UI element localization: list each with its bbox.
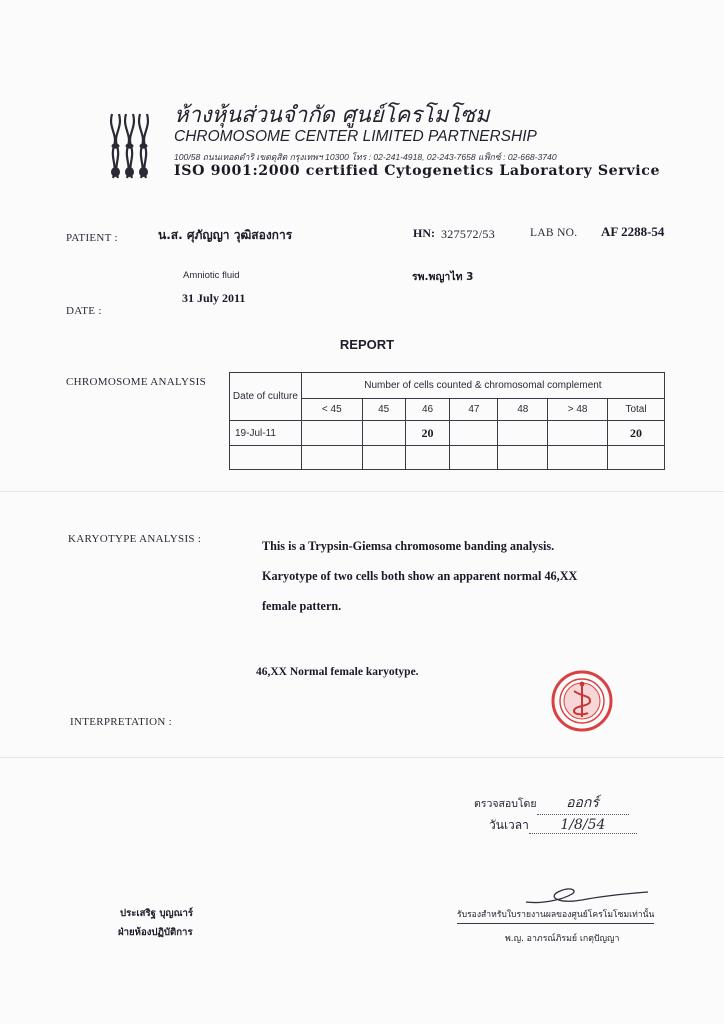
chromosome-analysis-label: CHROMOSOME ANALYSIS xyxy=(66,376,206,388)
date-label: DATE : xyxy=(66,305,102,317)
verify-date-value: 1/8/54 xyxy=(529,817,637,834)
chromosome-count-table xyxy=(229,372,665,470)
karyotype-line-2: Karyotype of two cells both show an apparent normal 46,XX xyxy=(262,569,578,583)
column-header: 48 xyxy=(498,399,548,421)
column-header: 47 xyxy=(450,399,498,421)
hn-value: 327572/53 xyxy=(441,227,496,241)
lab-no-label: LAB NO. xyxy=(530,227,578,239)
column-header: 45 xyxy=(362,399,405,421)
company-name-thai: ห้างหุ้นส่วนจำกัด ศูนย์โครโมโซม xyxy=(174,103,490,128)
karyotype-result: 46,XX Normal female karyotype. xyxy=(256,666,419,678)
count-cell: 20 xyxy=(405,421,450,446)
paper-fold-line xyxy=(0,757,724,758)
column-header: Total xyxy=(608,399,665,421)
checked-by-row xyxy=(474,792,629,815)
official-seal-stamp xyxy=(550,669,614,733)
lab-no-value: AF 2288-54 xyxy=(601,224,665,239)
certification-caption: รับรองสำหรับใบรายงานผลของศูนย์โครโมโซมเท่านั้น xyxy=(457,907,654,924)
chromosome-logo-icon xyxy=(106,108,156,184)
interpretation-label: INTERPRETATION : xyxy=(70,716,172,728)
table-row xyxy=(230,421,665,446)
total-cell: 20 xyxy=(608,421,665,446)
karyotype-line-3: female pattern. xyxy=(262,599,342,613)
column-header: 46 xyxy=(405,399,450,421)
culture-date-cell: 19-Jul-11 xyxy=(230,421,302,446)
hn-label: HN: xyxy=(413,226,435,240)
hospital-name: รพ.พญาไท 3 xyxy=(412,271,474,283)
left-signatory-title: ฝ่ายห้องปฏิบัติการ xyxy=(118,927,193,938)
date-of-culture-header: Date of culture xyxy=(230,373,302,421)
checked-by-label: ตรวจสอบโดย xyxy=(474,798,537,810)
company-address: 100/58 ถนนเทอดดำริ เขตดุสิต กรุงเทพฯ 10300 โทร : 02-241-4918, 02-243-7658 แฟ็กซ์ : 02-668-3740 xyxy=(174,152,557,162)
cell-count-group-header: Number of cells counted & chromosomal complement xyxy=(301,373,664,399)
verify-date-label: วันเวลา xyxy=(489,818,529,832)
patient-label: PATIENT : xyxy=(66,232,118,244)
report-date: 31 July 2011 xyxy=(182,291,246,305)
director-signature xyxy=(522,880,652,910)
count-cell xyxy=(362,421,405,446)
table-row xyxy=(230,446,665,470)
iso-certification: ISO 9001:2000 certified Cytogenetics Laboratory Service xyxy=(174,163,661,179)
left-signatory-name: ประเสริฐ บุญณาร์ xyxy=(120,908,194,919)
karyotype-analysis-label: KARYOTYPE ANALYSIS : xyxy=(68,533,202,545)
count-cell xyxy=(498,421,548,446)
verify-date-row xyxy=(489,816,637,835)
checked-by-signature: ออกร์ xyxy=(537,792,629,815)
count-cell xyxy=(301,421,362,446)
patient-name: น.ส. ศุภัญญา วุฒิสองการ xyxy=(158,228,293,242)
specimen-type: Amniotic fluid xyxy=(183,270,240,281)
report-title: REPORT xyxy=(339,337,395,352)
paper-fold-line xyxy=(0,491,724,492)
column-header: > 48 xyxy=(548,399,608,421)
director-name: พ.ญ. อาภรณ์ภิรมย์ เกตุปัญญา xyxy=(505,934,620,944)
karyotype-line-1: This is a Trypsin-Giemsa chromosome banding analysis. xyxy=(262,539,555,553)
column-header: < 45 xyxy=(301,399,362,421)
count-cell xyxy=(548,421,608,446)
company-name-english: CHROMOSOME CENTER LIMITED PARTNERSHIP xyxy=(174,128,537,145)
count-cell xyxy=(450,421,498,446)
